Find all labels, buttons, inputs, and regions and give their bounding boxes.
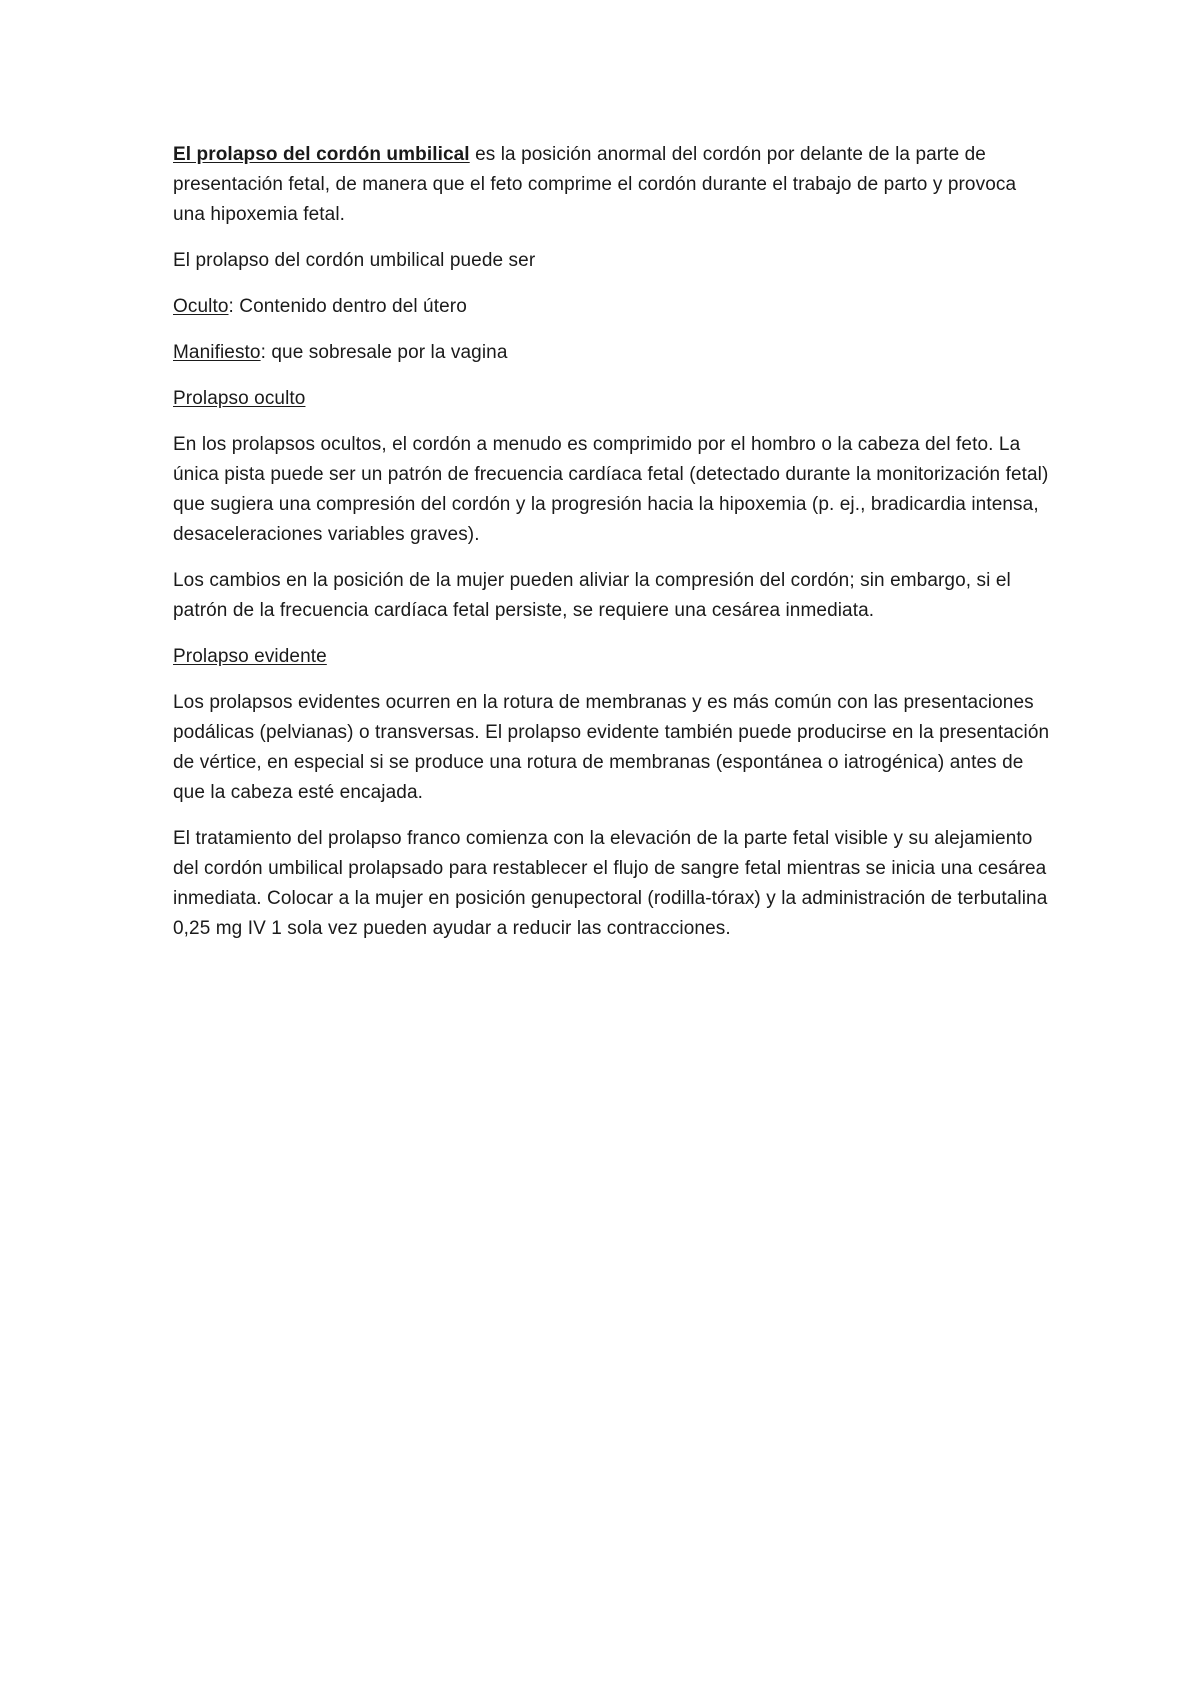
paragraph-manifest-type bbox=[173, 338, 1053, 368]
paragraph-evident-description: Los prolapsos evidentes ocurren en la rotura de membranas y es más común con las presentaciones podálicas (pelvianas) o transversas. El prolapso evidente también puede producirse en la presentación de vértice, en especial si se produce una rotura de membranas (espontánea o iatrogénica) antes de que la cabeza esté encajada. bbox=[173, 692, 1050, 803]
paragraph-evident-management: El tratamiento del prolapso franco comienza con la elevación de la parte fetal visible y su alejamiento del cordón umbilical prolapsado para restablecer el flujo de sangre fetal mientras se inicia una cesárea inmediata. Colocar a la mujer en posición genupectoral (rodilla-tórax) y la administración de terbutalina 0,25 mg IV 1 sola vez pueden ayudar a reducir las contracciones. bbox=[173, 828, 1048, 939]
label-occult: Oculto bbox=[173, 296, 229, 317]
term-cord-prolapse: El prolapso del cordón umbilical bbox=[173, 144, 470, 165]
document-body bbox=[173, 140, 1053, 960]
heading-occult-text: Prolapso oculto bbox=[173, 388, 306, 409]
definition-text: es la posición anormal del cordón por delante de la parte de presentación fetal, de manera que el feto comprime el cordón durante el trabajo de parto y provoca una hipoxemia fetal. bbox=[173, 144, 1017, 225]
label-manifest: Manifiesto bbox=[173, 342, 261, 363]
paragraph-definition bbox=[173, 140, 1053, 230]
paragraph-occult-management: Los cambios en la posición de la mujer pueden aliviar la compresión del cordón; sin embargo, si el patrón de la frecuencia cardíaca fetal persiste, se requiere una cesárea inmediata. bbox=[173, 570, 1011, 621]
heading-evident-prolapse bbox=[173, 642, 1053, 672]
heading-occult-prolapse bbox=[173, 384, 1053, 414]
manifest-type-text: : que sobresale por la vagina bbox=[260, 342, 508, 363]
paragraph-occult-type bbox=[173, 292, 1053, 322]
occult-type-text: : Contenido dentro del útero bbox=[228, 296, 467, 317]
heading-evident-text: Prolapso evidente bbox=[173, 646, 327, 667]
paragraph-types-intro: El prolapso del cordón umbilical puede ser bbox=[173, 250, 536, 271]
paragraph-occult-description: En los prolapsos ocultos, el cordón a menudo es comprimido por el hombro o la cabeza del feto. La única pista puede ser un patrón de frecuencia cardíaca fetal (detectado durante la monitorización fetal) que sugiera una compresión del cordón y la progresión hacia la hipoxemia (p. ej., bradicardia intensa, desaceleraciones variables graves). bbox=[173, 434, 1049, 545]
